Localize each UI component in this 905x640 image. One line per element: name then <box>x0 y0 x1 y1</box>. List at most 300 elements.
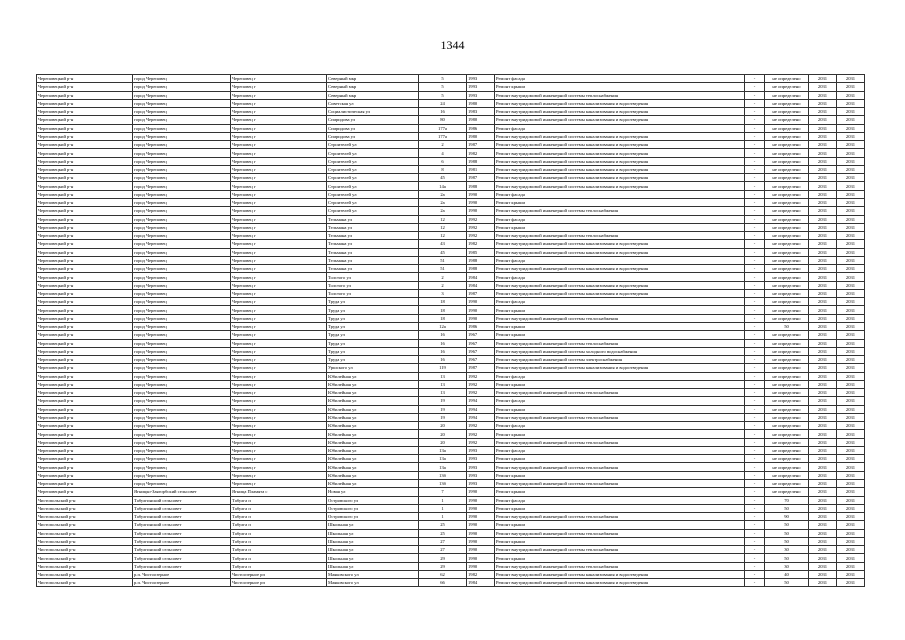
district-cell: Череповецкий р-н <box>37 248 133 256</box>
municipality-cell: город Череповец <box>133 190 231 198</box>
table-row <box>37 248 865 256</box>
district-cell: Череповецкий р-н <box>37 314 133 322</box>
start-year-cell: 2031 <box>809 256 837 264</box>
flag-cell: - <box>745 471 765 479</box>
flag-cell: - <box>745 579 765 587</box>
locality-cell: Череповец г <box>231 364 327 372</box>
build-year-cell: 1982 <box>467 570 495 578</box>
build-year-cell: 1990 <box>467 496 495 504</box>
start-year-cell: 2031 <box>809 570 837 578</box>
end-year-cell: 2031 <box>837 380 865 388</box>
table-row <box>37 488 865 496</box>
amount-cell: 50 <box>765 554 809 562</box>
house-number-cell: 16 <box>419 339 467 347</box>
street-cell: Школьная ул <box>327 521 419 529</box>
work-type-cell: Ремонт фасада <box>495 397 745 405</box>
flag-cell: - <box>745 504 765 512</box>
locality-cell: Череповец г <box>231 413 327 421</box>
build-year-cell: 1990 <box>467 562 495 570</box>
amount-cell: не определено <box>765 256 809 264</box>
amount-cell: не определено <box>765 471 809 479</box>
flag-cell: - <box>745 289 765 297</box>
street-cell: Тельмана ул <box>327 265 419 273</box>
amount-cell: 50 <box>765 529 809 537</box>
work-type-cell: Ремонт крыши <box>495 488 745 496</box>
start-year-cell: 2031 <box>809 322 837 330</box>
end-year-cell: 2031 <box>837 306 865 314</box>
street-cell: Строителей ул <box>327 190 419 198</box>
municipality-cell: город Череповец <box>133 99 231 107</box>
district-cell: Череповецкий р-н <box>37 149 133 157</box>
municipality-cell: город Череповец <box>133 116 231 124</box>
locality-cell: Череповец г <box>231 190 327 198</box>
table-row <box>37 463 865 471</box>
work-type-cell: Ремонт фасада <box>495 75 745 83</box>
end-year-cell: 2031 <box>837 438 865 446</box>
locality-cell: Череповец г <box>231 372 327 380</box>
district-cell: Чистопольский р-н <box>37 579 133 587</box>
start-year-cell: 2031 <box>809 240 837 248</box>
locality-cell: Чистоозерное рп <box>231 570 327 578</box>
start-year-cell: 2031 <box>809 190 837 198</box>
end-year-cell: 2031 <box>837 273 865 281</box>
municipality-cell: город Череповец <box>133 223 231 231</box>
locality-cell: Табулга п <box>231 554 327 562</box>
amount-cell: не определено <box>765 455 809 463</box>
build-year-cell: 1992 <box>467 223 495 231</box>
locality-cell: Череповец г <box>231 91 327 99</box>
street-cell: Юбилейная ул <box>327 413 419 421</box>
flag-cell: - <box>745 496 765 504</box>
work-type-cell: Ремонт внутридомовой инженерной системы канализования и водоотведения <box>495 116 745 124</box>
end-year-cell: 2031 <box>837 215 865 223</box>
amount-cell: не определено <box>765 289 809 297</box>
municipality-cell: город Череповец <box>133 83 231 91</box>
locality-cell: Череповец г <box>231 347 327 355</box>
table-row <box>37 256 865 264</box>
amount-cell: не определено <box>765 207 809 215</box>
table-row <box>37 157 865 165</box>
work-type-cell: Ремонт внутридомовой инженерной системы теплоснабжения <box>495 480 745 488</box>
house-number-cell: 13 <box>419 372 467 380</box>
end-year-cell: 2031 <box>837 124 865 132</box>
end-year-cell: 2031 <box>837 496 865 504</box>
street-cell: Северный мкр <box>327 91 419 99</box>
work-type-cell: Ремонт фасада <box>495 190 745 198</box>
municipality-cell: город Череповец <box>133 207 231 215</box>
house-number-cell: 13 <box>419 389 467 397</box>
work-type-cell: Ремонт фасада <box>495 372 745 380</box>
district-cell: Череповецкий р-н <box>37 372 133 380</box>
district-cell: Чистопольский р-н <box>37 562 133 570</box>
start-year-cell: 2031 <box>809 471 837 479</box>
amount-cell: не определено <box>765 248 809 256</box>
municipality-cell: город Череповец <box>133 281 231 289</box>
work-type-cell: Ремонт внутридомовой инженерной системы канализования и водоотведения <box>495 265 745 273</box>
end-year-cell: 2031 <box>837 240 865 248</box>
district-cell: Череповецкий р-н <box>37 446 133 454</box>
build-year-cell: 1984 <box>467 579 495 587</box>
amount-cell: не определено <box>765 306 809 314</box>
table-row <box>37 124 865 132</box>
municipality-cell: город Череповец <box>133 256 231 264</box>
house-number-cell: 2 <box>419 281 467 289</box>
work-type-cell: Ремонт фасада <box>495 446 745 454</box>
locality-cell: Череповец г <box>231 256 327 264</box>
locality-cell: Табулга п <box>231 496 327 504</box>
house-number-cell: 29 <box>419 554 467 562</box>
municipality-cell: город Череповец <box>133 455 231 463</box>
end-year-cell: 2031 <box>837 339 865 347</box>
house-number-cell: 20 <box>419 438 467 446</box>
work-type-cell: Ремонт крыши <box>495 471 745 479</box>
flag-cell: - <box>745 397 765 405</box>
table-row <box>37 306 865 314</box>
house-number-cell: 80 <box>419 116 467 124</box>
amount-cell: 50 <box>765 504 809 512</box>
work-type-cell: Ремонт внутридомовой инженерной системы канализования и водоотведения <box>495 165 745 173</box>
start-year-cell: 2031 <box>809 108 837 116</box>
district-cell: Череповецкий р-н <box>37 240 133 248</box>
start-year-cell: 2031 <box>809 314 837 322</box>
work-type-cell: Ремонт крыши <box>495 554 745 562</box>
table-row <box>37 405 865 413</box>
start-year-cell: 2031 <box>809 446 837 454</box>
street-cell: Новая ул <box>327 488 419 496</box>
amount-cell: не определено <box>765 265 809 273</box>
street-cell: Юбилейная ул <box>327 455 419 463</box>
flag-cell: - <box>745 273 765 281</box>
municipality-cell: город Череповец <box>133 157 231 165</box>
table-row <box>37 165 865 173</box>
flag-cell: - <box>745 570 765 578</box>
amount-cell: не определено <box>765 413 809 421</box>
street-cell: Советская ул <box>327 99 419 107</box>
start-year-cell: 2031 <box>809 248 837 256</box>
locality-cell: Табулга п <box>231 529 327 537</box>
flag-cell: - <box>745 422 765 430</box>
build-year-cell: 1967 <box>467 356 495 364</box>
locality-cell: Череповец г <box>231 281 327 289</box>
house-number-cell: 1 <box>419 513 467 521</box>
locality-cell: Табулга п <box>231 504 327 512</box>
build-year-cell: 1993 <box>467 446 495 454</box>
work-type-cell: Ремонт крыши <box>495 521 745 529</box>
end-year-cell: 2031 <box>837 99 865 107</box>
locality-cell: Чистоозерное рп <box>231 579 327 587</box>
flag-cell: - <box>745 132 765 140</box>
street-cell: Спиридова ул <box>327 132 419 140</box>
work-type-cell: Ремонт крыши <box>495 537 745 545</box>
start-year-cell: 2031 <box>809 75 837 83</box>
municipality-cell: Табулгинский сельсовет <box>133 521 231 529</box>
amount-cell: не определено <box>765 240 809 248</box>
flag-cell: - <box>745 83 765 91</box>
start-year-cell: 2031 <box>809 513 837 521</box>
flag-cell: - <box>745 372 765 380</box>
municipality-cell: город Череповец <box>133 306 231 314</box>
house-number-cell: 18 <box>419 314 467 322</box>
municipality-cell: р.п. Чистоозерное <box>133 579 231 587</box>
district-cell: Череповецкий р-н <box>37 215 133 223</box>
work-type-cell: Ремонт внутридомовой инженерной системы канализования и водоотведения <box>495 132 745 140</box>
end-year-cell: 2031 <box>837 537 865 545</box>
municipality-cell: город Череповец <box>133 413 231 421</box>
build-year-cell: 1967 <box>467 347 495 355</box>
end-year-cell: 2031 <box>837 521 865 529</box>
municipality-cell: город Череповец <box>133 149 231 157</box>
locality-cell: Табулга п <box>231 546 327 554</box>
district-cell: Череповецкий р-н <box>37 132 133 140</box>
house-number-cell: 27 <box>419 546 467 554</box>
work-type-cell: Ремонт внутридомовой инженерной системы канализования и водоотведения <box>495 174 745 182</box>
house-number-cell: 13 <box>419 380 467 388</box>
amount-cell: не определено <box>765 132 809 140</box>
street-cell: Островского ул <box>327 496 419 504</box>
start-year-cell: 2031 <box>809 496 837 504</box>
table-row <box>37 298 865 306</box>
district-cell: Череповецкий р-н <box>37 223 133 231</box>
district-cell: Череповецкий р-н <box>37 281 133 289</box>
start-year-cell: 2031 <box>809 562 837 570</box>
register-table-body <box>37 75 865 587</box>
end-year-cell: 2031 <box>837 446 865 454</box>
street-cell: Северный мкр <box>327 75 419 83</box>
work-type-cell: Ремонт внутридомовой инженерной системы теплоснабжения <box>495 546 745 554</box>
start-year-cell: 2031 <box>809 265 837 273</box>
street-cell: Тельмана ул <box>327 240 419 248</box>
district-cell: Чистопольский р-н <box>37 504 133 512</box>
district-cell: Череповецкий р-н <box>37 207 133 215</box>
municipality-cell: Ягницко-Заягорбский сельсовет <box>133 488 231 496</box>
amount-cell: 70 <box>765 496 809 504</box>
table-row <box>37 91 865 99</box>
flag-cell: - <box>745 405 765 413</box>
locality-cell: Череповец г <box>231 463 327 471</box>
amount-cell: 40 <box>765 570 809 578</box>
district-cell: Череповецкий р-н <box>37 430 133 438</box>
street-cell: Юбилейная ул <box>327 438 419 446</box>
work-type-cell: Ремонт внутридомовой инженерной системы холодного водоснабжения <box>495 347 745 355</box>
build-year-cell: 1990 <box>467 537 495 545</box>
house-number-cell: 3 <box>419 289 467 297</box>
district-cell: Чистопольский р-н <box>37 537 133 545</box>
build-year-cell: 1992 <box>467 215 495 223</box>
end-year-cell: 2031 <box>837 248 865 256</box>
district-cell: Череповецкий р-н <box>37 273 133 281</box>
amount-cell: 50 <box>765 537 809 545</box>
house-number-cell: 12 <box>419 215 467 223</box>
end-year-cell: 2031 <box>837 75 865 83</box>
table-row <box>37 504 865 512</box>
end-year-cell: 2031 <box>837 314 865 322</box>
build-year-cell: 1990 <box>467 488 495 496</box>
locality-cell: Череповец г <box>231 380 327 388</box>
municipality-cell: город Череповец <box>133 322 231 330</box>
work-type-cell: Ремонт крыши <box>495 430 745 438</box>
district-cell: Череповецкий р-н <box>37 190 133 198</box>
work-type-cell: Ремонт крыши <box>495 405 745 413</box>
house-number-cell: 45 <box>419 248 467 256</box>
table-row <box>37 132 865 140</box>
house-number-cell: 8 <box>419 165 467 173</box>
build-year-cell: 1994 <box>467 397 495 405</box>
build-year-cell: 1990 <box>467 314 495 322</box>
amount-cell: 90 <box>765 513 809 521</box>
build-year-cell: 1982 <box>467 149 495 157</box>
locality-cell: Череповец г <box>231 198 327 206</box>
end-year-cell: 2031 <box>837 223 865 231</box>
end-year-cell: 2031 <box>837 108 865 116</box>
work-type-cell: Ремонт внутридомовой инженерной системы теплоснабжения <box>495 438 745 446</box>
district-cell: Череповецкий р-н <box>37 380 133 388</box>
amount-cell: не определено <box>765 232 809 240</box>
table-row <box>37 289 865 297</box>
house-number-cell: 16 <box>419 331 467 339</box>
street-cell: Тельмана ул <box>327 248 419 256</box>
build-year-cell: 1987 <box>467 174 495 182</box>
build-year-cell: 1990 <box>467 306 495 314</box>
house-number-cell: 6 <box>419 157 467 165</box>
street-cell: Школьная ул <box>327 554 419 562</box>
district-cell: Череповецкий р-н <box>37 232 133 240</box>
amount-cell: 50 <box>765 322 809 330</box>
amount-cell: не определено <box>765 83 809 91</box>
house-number-cell: 24 <box>419 99 467 107</box>
amount-cell: не определено <box>765 174 809 182</box>
end-year-cell: 2031 <box>837 165 865 173</box>
flag-cell: - <box>745 91 765 99</box>
flag-cell: - <box>745 108 765 116</box>
locality-cell: Череповец г <box>231 83 327 91</box>
end-year-cell: 2031 <box>837 347 865 355</box>
municipality-cell: р.п. Чистоозерное <box>133 570 231 578</box>
house-number-cell: 2 <box>419 141 467 149</box>
district-cell: Череповецкий р-н <box>37 165 133 173</box>
flag-cell: - <box>745 298 765 306</box>
house-number-cell: 1 <box>419 496 467 504</box>
end-year-cell: 2031 <box>837 256 865 264</box>
street-cell: Юбилейная ул <box>327 372 419 380</box>
amount-cell: не определено <box>765 331 809 339</box>
district-cell: Череповецкий р-н <box>37 347 133 355</box>
work-type-cell: Ремонт крыши <box>495 83 745 91</box>
build-year-cell: 1981 <box>467 165 495 173</box>
street-cell: Юбилейная ул <box>327 463 419 471</box>
table-row <box>37 347 865 355</box>
district-cell: Череповецкий р-н <box>37 438 133 446</box>
table-row <box>37 215 865 223</box>
end-year-cell: 2031 <box>837 132 865 140</box>
amount-cell: не определено <box>765 157 809 165</box>
end-year-cell: 2031 <box>837 289 865 297</box>
amount-cell: 50 <box>765 521 809 529</box>
amount-cell: не определено <box>765 314 809 322</box>
end-year-cell: 2031 <box>837 91 865 99</box>
municipality-cell: Табулгинский сельсовет <box>133 546 231 554</box>
build-year-cell: 1990 <box>467 207 495 215</box>
work-type-cell: Ремонт внутридомовой инженерной системы канализования и водоотведения <box>495 364 745 372</box>
start-year-cell: 2031 <box>809 298 837 306</box>
municipality-cell: город Череповец <box>133 389 231 397</box>
locality-cell: Череповец г <box>231 298 327 306</box>
street-cell: Юбилейная ул <box>327 397 419 405</box>
locality-cell: Череповец г <box>231 322 327 330</box>
locality-cell: Череповец г <box>231 405 327 413</box>
locality-cell: Череповец г <box>231 223 327 231</box>
start-year-cell: 2031 <box>809 347 837 355</box>
street-cell: Строителей ул <box>327 207 419 215</box>
flag-cell: - <box>745 463 765 471</box>
start-year-cell: 2031 <box>809 356 837 364</box>
table-row <box>37 190 865 198</box>
amount-cell: не определено <box>765 149 809 157</box>
house-number-cell: 25 <box>419 529 467 537</box>
table-row <box>37 240 865 248</box>
street-cell: Маяковского ул <box>327 579 419 587</box>
house-number-cell: 16 <box>419 356 467 364</box>
build-year-cell: 1990 <box>467 521 495 529</box>
end-year-cell: 2031 <box>837 364 865 372</box>
work-type-cell: Ремонт крыши <box>495 198 745 206</box>
locality-cell: Череповец г <box>231 422 327 430</box>
house-number-cell: 12 <box>419 232 467 240</box>
start-year-cell: 2031 <box>809 149 837 157</box>
district-cell: Череповецкий р-н <box>37 306 133 314</box>
build-year-cell: 1988 <box>467 256 495 264</box>
house-number-cell: 16 <box>419 347 467 355</box>
table-row <box>37 273 865 281</box>
start-year-cell: 2031 <box>809 339 837 347</box>
street-cell: Труда ул <box>327 306 419 314</box>
start-year-cell: 2031 <box>809 546 837 554</box>
locality-cell: Череповец г <box>231 232 327 240</box>
build-year-cell: 1994 <box>467 413 495 421</box>
street-cell: Тельмана ул <box>327 215 419 223</box>
municipality-cell: город Череповец <box>133 339 231 347</box>
amount-cell: не определено <box>765 75 809 83</box>
build-year-cell: 1985 <box>467 248 495 256</box>
municipality-cell: город Череповец <box>133 289 231 297</box>
end-year-cell: 2031 <box>837 480 865 488</box>
table-row <box>37 182 865 190</box>
flag-cell: - <box>745 232 765 240</box>
amount-cell: не определено <box>765 347 809 355</box>
district-cell: Чистопольский р-н <box>37 521 133 529</box>
street-cell: Юбилейная ул <box>327 405 419 413</box>
district-cell: Череповецкий р-н <box>37 298 133 306</box>
amount-cell: не определено <box>765 339 809 347</box>
locality-cell: Череповец г <box>231 455 327 463</box>
table-row <box>37 372 865 380</box>
start-year-cell: 2031 <box>809 273 837 281</box>
locality-cell: Череповец г <box>231 116 327 124</box>
end-year-cell: 2031 <box>837 504 865 512</box>
end-year-cell: 2031 <box>837 265 865 273</box>
municipality-cell: город Череповец <box>133 347 231 355</box>
house-number-cell: 1 <box>419 504 467 512</box>
table-row <box>37 496 865 504</box>
amount-cell: не определено <box>765 438 809 446</box>
work-type-cell: Ремонт внутридомовой инженерной системы теплоснабжения <box>495 232 745 240</box>
work-type-cell: Ремонт внутридомовой инженерной системы канализования и водоотведения <box>495 99 745 107</box>
build-year-cell: 1983 <box>467 108 495 116</box>
district-cell: Череповецкий р-н <box>37 471 133 479</box>
build-year-cell: 1990 <box>467 513 495 521</box>
flag-cell: - <box>745 124 765 132</box>
house-number-cell: 51 <box>419 256 467 264</box>
flag-cell: - <box>745 529 765 537</box>
